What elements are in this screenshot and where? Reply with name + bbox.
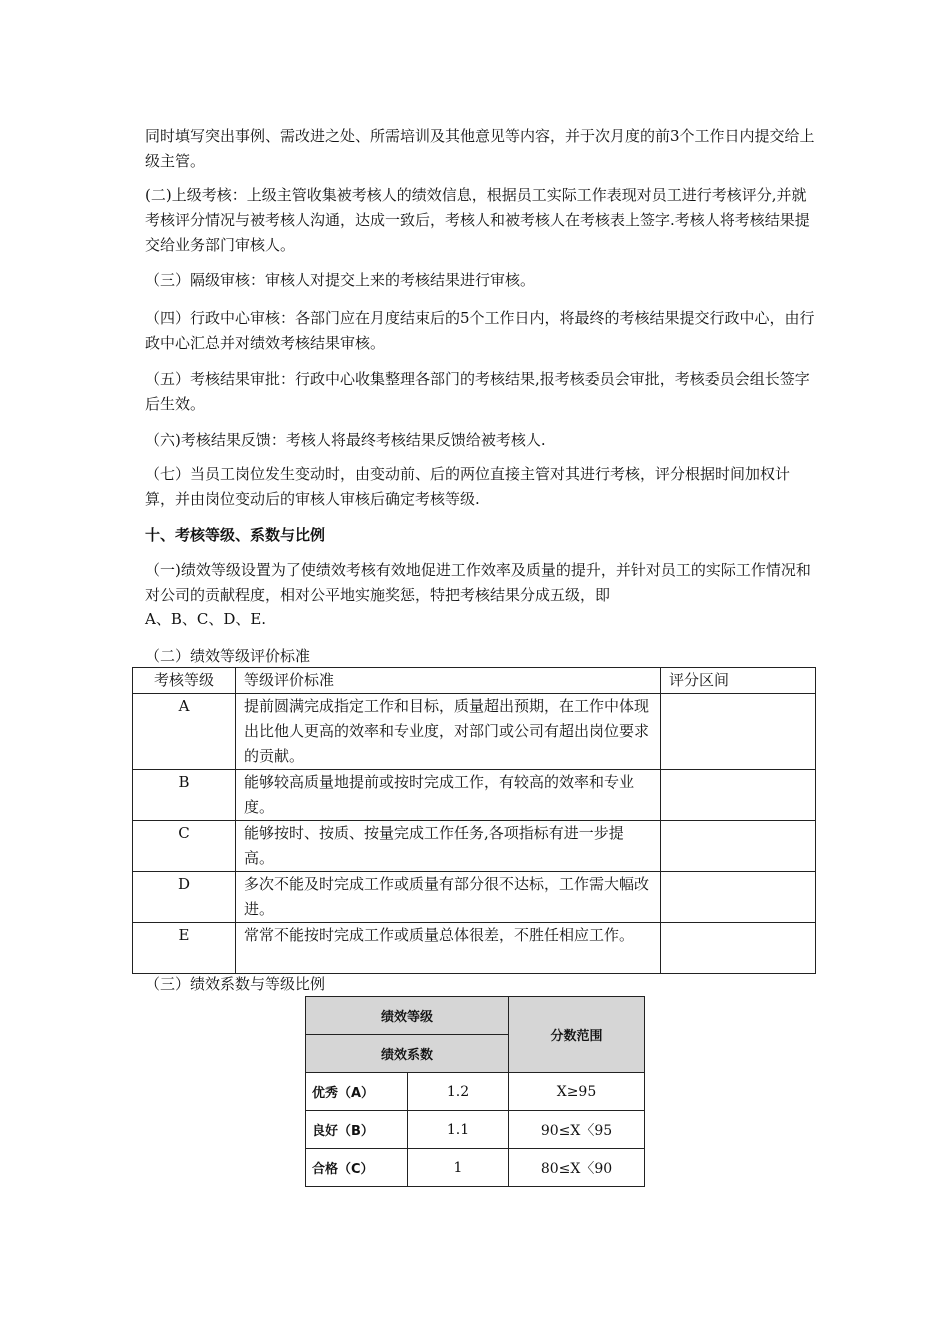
paragraph-approval: （五）考核结果审批：行政中心收集整理各部门的考核结果,报考核委员会审批，考核委员会组长签字后生效。 — [145, 370, 810, 413]
table-row — [306, 1073, 645, 1111]
grade-cell: B — [133, 770, 236, 821]
header-grade-level: 绩效等级 — [306, 997, 509, 1035]
paragraph-position-change: （七）当员工岗位发生变动时，由变动前、后的两位直接主管对其进行考核，评分根据时间加权计算，并由岗位变动后的审核人审核后确定考核等级. — [145, 465, 791, 508]
grade-label-cell: 优秀（A） — [306, 1073, 408, 1111]
range-cell — [661, 923, 816, 974]
coefficient-cell: 1 — [408, 1149, 509, 1187]
table-row — [133, 923, 816, 974]
paragraph-submit-info: 同时填写突出事例、需改进之处、所需培训及其他意见等内容，并于次月度的前3个工作日内提交给上级主管。 — [145, 127, 815, 170]
table-header-row — [306, 997, 645, 1035]
table-row — [133, 694, 816, 770]
standard-cell: 能够较高质量地提前或按时完成工作，有较高的效率和专业度。 — [236, 770, 661, 821]
grade-label-cell: 良好（B） — [306, 1111, 408, 1149]
paragraph-supervisor-review: (二)上级考核：上级主管收集被考核人的绩效信息，根据员工实际工作表现对员工进行考核评分,并就考核评分情况与被考核人沟通，达成一致后，考核人和被考核人在考核表上签字.考核人将考核结果提交给业务部门审核人。 — [145, 186, 810, 254]
table-header-row — [133, 668, 816, 694]
table-row — [133, 872, 816, 923]
table-row — [133, 821, 816, 872]
paragraph-skip-level-review: （三）隔级审核：审核人对提交上来的考核结果进行审核。 — [145, 271, 536, 289]
grade-cell: A — [133, 694, 236, 770]
table-caption-coefficients: （三）绩效系数与等级比例 — [145, 975, 326, 993]
standard-cell: 多次不能及时完成工作或质量有部分很不达标，工作需大幅改进。 — [236, 872, 661, 923]
table-row — [306, 1111, 645, 1149]
standard-cell: 提前圆满完成指定工作和目标，质量超出预期，在工作中体现出比他人更高的效率和专业度，对部门或公司有超出岗位要求的贡献。 — [236, 694, 661, 770]
paragraph-grade-setup: （一)绩效等级设置为了使绩效考核有效地促进工作效率及质量的提升，并针对员工的实际工作情况和对公司的贡献程度，相对公平地实施奖惩，特把考核结果分成五级，即 — [145, 561, 811, 604]
paragraph-admin-review: （四）行政中心审核：各部门应在月度结束后的5个工作日内，将最终的考核结果提交行政中心，由行政中心汇总并对绩效考核结果审核。 — [145, 309, 815, 352]
grade-cell: D — [133, 872, 236, 923]
header-coefficient: 绩效系数 — [306, 1035, 509, 1073]
table-caption-standards: （二）绩效等级评价标准 — [145, 647, 311, 665]
score-range-cell: X≥95 — [509, 1073, 645, 1111]
paragraph-feedback: （六)考核结果反馈：考核人将最终考核结果反馈给被考核人. — [145, 431, 546, 449]
score-range-cell: 80≤X〈90 — [509, 1149, 645, 1187]
coefficient-table — [305, 996, 645, 1187]
range-cell — [661, 821, 816, 872]
range-cell — [661, 694, 816, 770]
column-header-range: 评分区间 — [661, 668, 816, 694]
grade-cell: E — [133, 923, 236, 974]
standard-cell: 常常不能按时完成工作或质量总体很差，不胜任相应工作。 — [236, 923, 661, 974]
column-header-standard: 等级评价标准 — [236, 668, 661, 694]
range-cell — [661, 770, 816, 821]
paragraph-grade-list: A、B、C、D、E. — [145, 610, 267, 628]
coefficient-cell: 1.2 — [408, 1073, 509, 1111]
grade-cell: C — [133, 821, 236, 872]
range-cell — [661, 872, 816, 923]
coefficient-cell: 1.1 — [408, 1111, 509, 1149]
standard-cell: 能够按时、按质、按量完成工作任务,各项指标有进一步提高。 — [236, 821, 661, 872]
grade-standard-table — [132, 667, 816, 974]
grade-label-cell: 合格（C） — [306, 1149, 408, 1187]
column-header-grade: 考核等级 — [133, 668, 236, 694]
section-heading: 十、考核等级、系数与比例 — [145, 526, 326, 544]
table-row — [306, 1149, 645, 1187]
table-row — [133, 770, 816, 821]
score-range-cell: 90≤X〈95 — [509, 1111, 645, 1149]
header-score-range: 分数范围 — [509, 997, 645, 1073]
